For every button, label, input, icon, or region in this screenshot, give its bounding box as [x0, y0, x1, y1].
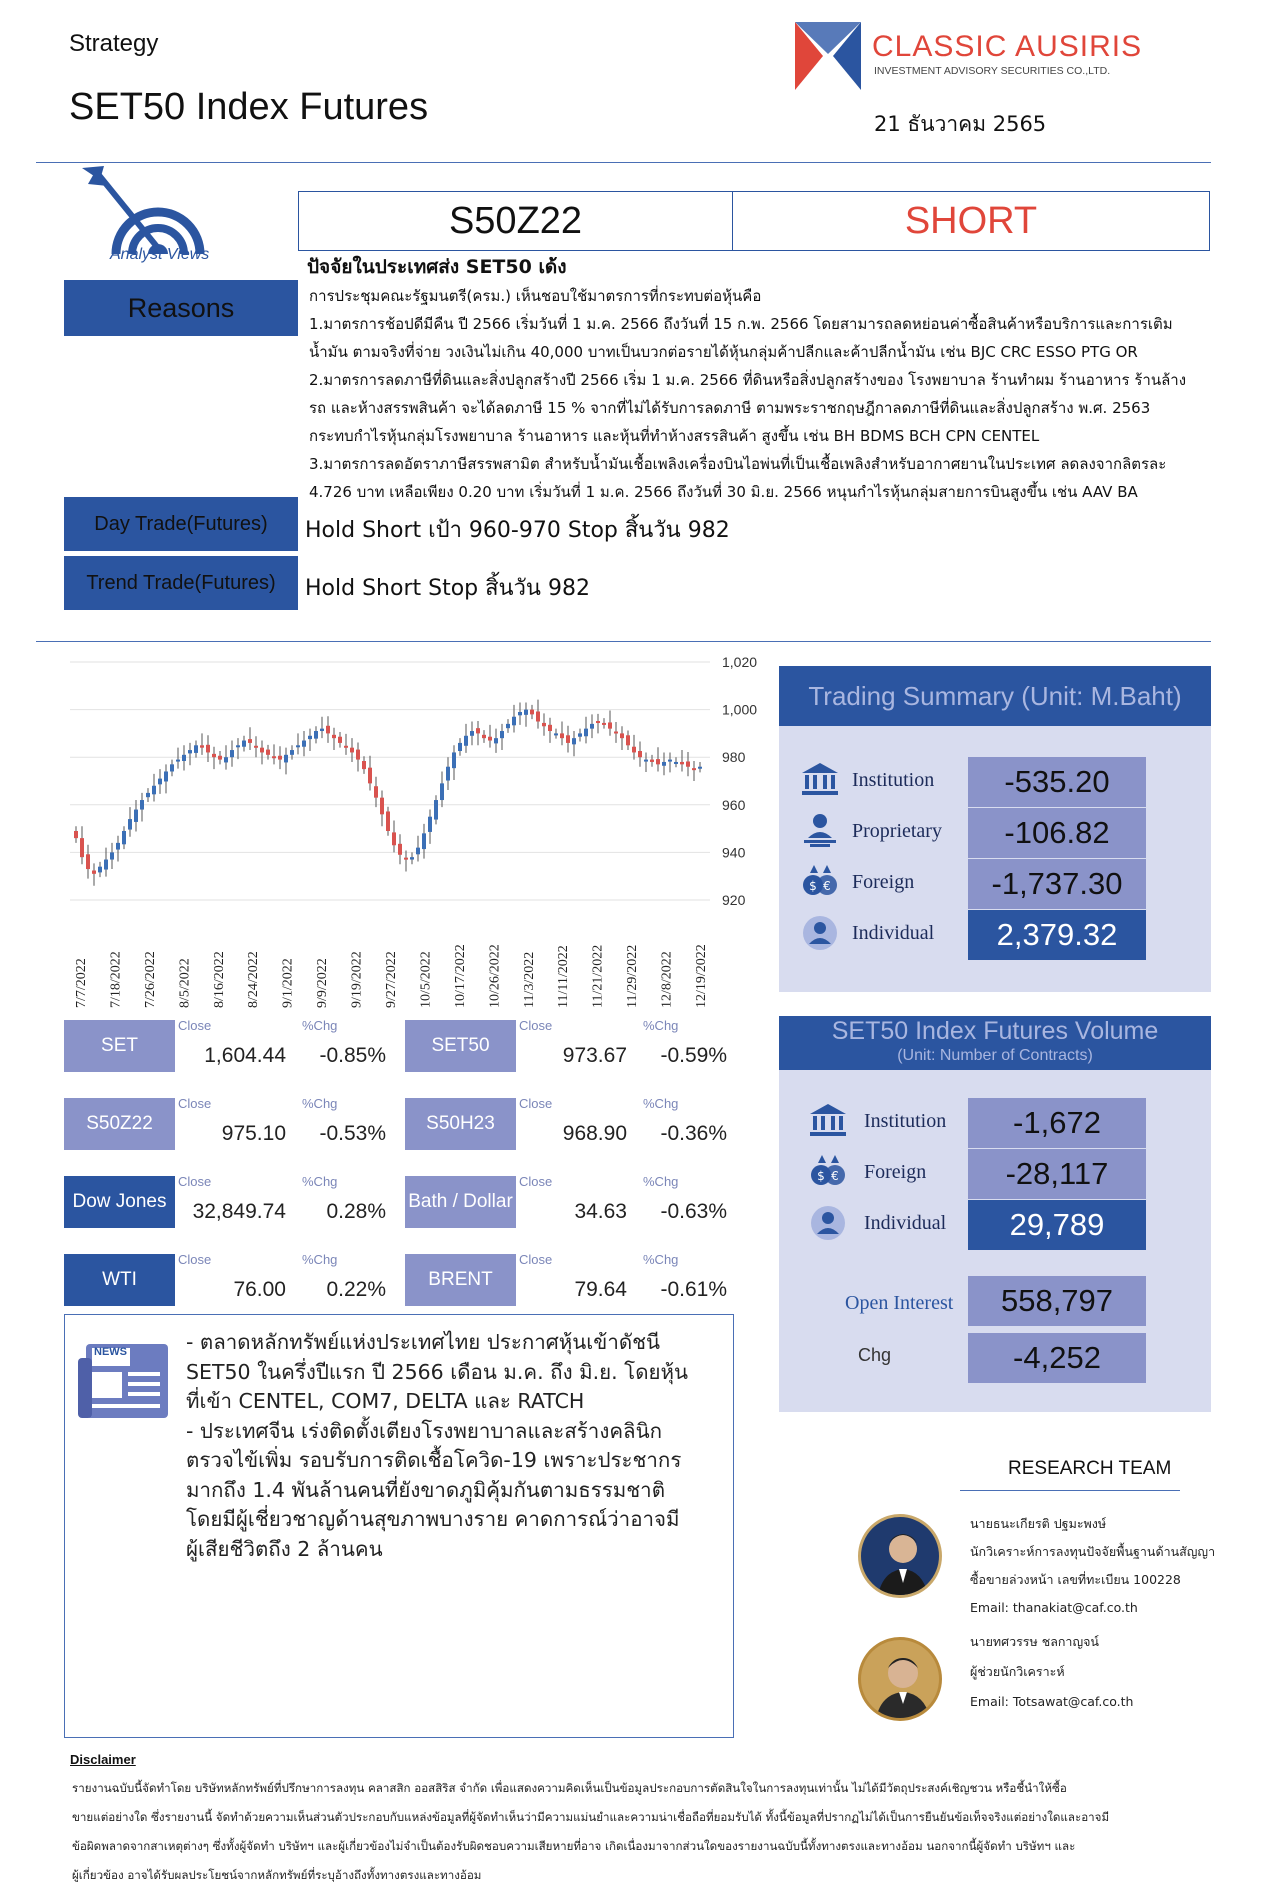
- x-tick-label: 9/19/2022: [349, 951, 365, 1008]
- disclaimer-title: Disclaimer: [70, 1752, 136, 1767]
- candle-body: [338, 737, 342, 743]
- summary-row-value: -535.20: [968, 757, 1146, 807]
- candle-body: [200, 745, 204, 747]
- y-tick-label: 940: [722, 844, 746, 861]
- reason-line: รถ และห้างสรรพสินค้า จะได้ลดภาษี 15 % จากที่ไม่ได้รับการลดภาษี ตามพระราชกฤษฎีกาลดภาษีที่ดินและสิ่งปลูกสร้าง พ.ศ. 2563: [309, 399, 1151, 417]
- candle-body: [446, 767, 450, 781]
- summary-row-label: Foreign: [852, 871, 915, 893]
- y-tick-label: 920: [722, 892, 746, 908]
- page-title: SET50 Index Futures: [69, 86, 429, 128]
- candle-body: [524, 710, 528, 715]
- candle-body: [254, 746, 258, 748]
- news-line: มากถึง 1.4 พันล้านคนที่ยังขาดภูมิคุ้มกันตามธรรมชาติ: [186, 1477, 666, 1502]
- candle-body: [98, 867, 102, 873]
- svg-text:€: €: [823, 879, 831, 893]
- futures-volume-header: [779, 1016, 1211, 1070]
- chg-header: %Chg: [643, 1096, 679, 1111]
- candle-body: [290, 750, 294, 755]
- candle-body: [278, 756, 282, 760]
- disclaimer-body: [72, 1774, 1109, 1890]
- y-tick-label: 980: [722, 749, 746, 766]
- candle-body: [344, 746, 348, 748]
- chg-header: %Chg: [302, 1174, 338, 1189]
- analyst-name: นายธนะเกียรติ ปฐมะพงษ์: [970, 1516, 1107, 1531]
- x-tick-label: 11/11/2022: [556, 945, 572, 1008]
- close-value: 34.63: [574, 1200, 627, 1223]
- oi-chg-value: -4,252: [968, 1333, 1146, 1383]
- candle-body: [500, 731, 504, 738]
- candle-body: [314, 731, 318, 739]
- futures-volume-subtitle: (Unit: Number of Contracts): [897, 1047, 1093, 1064]
- candle-body: [506, 724, 510, 728]
- x-tick-label: 11/3/2022: [521, 951, 537, 1008]
- candle-body: [464, 736, 468, 746]
- candle-body: [320, 729, 324, 731]
- news-line: SET50 ในครึ่งปีแรก ปี 2566 เดือน ม.ค. ถึง มิ.ย. โดยหุ้น: [186, 1359, 689, 1384]
- x-tick-label: 9/27/2022: [384, 951, 399, 1008]
- chg-header: %Chg: [302, 1018, 338, 1033]
- close-header: Close: [178, 1174, 212, 1189]
- reasons-headline: ปัจจัยในประเทศส่ง SET50 เด้ง: [307, 256, 567, 278]
- open-interest-value: 558,797: [968, 1276, 1146, 1326]
- candle-body: [596, 721, 600, 723]
- candle-body: [302, 741, 306, 747]
- candle-body: [584, 729, 588, 737]
- reason-line: 1.มาตรการช้อปดีมีคืน ปี 2566 เริ่มวันที่ 1 ม.ค. 2566 ถึงวันที่ 15 ก.พ. 2566 โดยสามารถลดหย่อนค่าซื้อสินค้าหรือบริการและการเติม: [309, 315, 1173, 333]
- reasons-body: [309, 282, 1186, 506]
- close-header: Close: [178, 1096, 212, 1111]
- reason-line: 4.726 บาท เหลือเพียง 0.20 บาท เริ่มวันที่ 1 ม.ค. 2566 ถึงวันที่ 30 มิ.ย. 2566 หนุนกำไรหุ้นกลุ่มสายการบินสูงขึ้น เช่น AAV BA: [309, 483, 1138, 501]
- candle-body: [440, 783, 444, 800]
- candle-body: [230, 750, 234, 757]
- x-tick-label: 9/9/2022: [315, 958, 331, 1008]
- trend-trade-text: Hold Short Stop สิ้นวัน 982: [305, 576, 590, 601]
- x-tick-label: 11/29/2022: [625, 944, 641, 1008]
- research-team-divider: [960, 1490, 1180, 1491]
- candle-body: [560, 733, 564, 738]
- close-value: 32,849.74: [192, 1200, 286, 1223]
- summary-row-label: Individual: [864, 1212, 947, 1234]
- candle-body: [188, 750, 192, 753]
- assistant-email: Email: Totsawat@caf.co.th: [970, 1694, 1134, 1709]
- candle-body: [554, 733, 558, 735]
- candle-body: [662, 762, 666, 766]
- y-tick-label: 1,020: [722, 654, 758, 670]
- chg-value: -0.53%: [319, 1122, 386, 1145]
- chg-value: -0.61%: [660, 1278, 727, 1301]
- candle-body: [398, 844, 402, 855]
- assistant-name: นายทศวรรษ ชลกาญจน์: [970, 1634, 1099, 1649]
- summary-row-label: Proprietary: [852, 820, 942, 842]
- candle-body: [566, 735, 570, 743]
- summary-row-value: -28,117: [968, 1149, 1146, 1199]
- candle-body: [680, 762, 684, 764]
- summary-row-value: 2,379.32: [968, 910, 1146, 960]
- chg-header: %Chg: [643, 1252, 679, 1267]
- candle-body: [152, 786, 156, 795]
- news-body: [186, 1328, 688, 1564]
- brand-subtitle: INVESTMENT ADVISORY SECURITIES CO.,LTD.: [874, 65, 1111, 77]
- candle-body: [542, 723, 546, 726]
- position-signal: SHORT: [904, 199, 1038, 242]
- analyst-views-text: Analyst Views: [110, 246, 210, 263]
- individual-icon: [808, 1204, 848, 1242]
- close-header: Close: [519, 1174, 553, 1189]
- candle-body: [104, 860, 108, 870]
- chg-value: -0.85%: [319, 1044, 386, 1067]
- news-line: ตรวจไข้เพิ่ม รอบรับการติดเชื้อโควิด-19 เพราะประชากร: [186, 1448, 682, 1472]
- candle-body: [248, 739, 252, 743]
- x-tick-label: 9/1/2022: [280, 958, 296, 1008]
- candle-body: [164, 771, 168, 781]
- news-line: ที่เข้า CENTEL, COM7, DELTA และ RATCH: [186, 1389, 585, 1413]
- candle-body: [116, 843, 120, 850]
- candle-body: [326, 726, 330, 734]
- report-category: Strategy: [69, 30, 159, 57]
- reason-line: 2.มาตรการลดภาษีที่ดินและสิ่งปลูกสร้างปี 2566 เริ่ม 1 ม.ค. 2566 ที่ดินหรือสิ่งปลูกสร้างของ โรงพยาบาล ร้านทำผม ร้านอาหาร ร้านล้าง: [309, 371, 1187, 389]
- section-divider: [36, 641, 1211, 642]
- candle-body: [458, 743, 462, 751]
- institution-icon: [808, 1102, 848, 1140]
- day-trade-label: Day Trade(Futures): [64, 497, 298, 551]
- close-value: 76.00: [233, 1278, 286, 1301]
- news-line: โดยมีผู้เชี่ยวชาญด้านสุขภาพบางราย คาดการณ์ว่าอาจมี: [186, 1507, 680, 1531]
- candle-body: [356, 750, 360, 760]
- candle-body: [332, 735, 336, 738]
- candle-body: [140, 800, 144, 810]
- candle-body: [578, 733, 582, 736]
- x-tick-label: 7/18/2022: [108, 951, 124, 1008]
- disclaimer-line: รายงานฉบับนี้จัดทำโดย บริษัทหลักทรัพย์ที่ปรึกษาการลงทุน คลาสสิก ออสสิริส จำกัด เพื่อแสดงความคิดเห็นเป็นข้อมูลประกอบการตัดสินใจในการลงทุนเท่านั้น ไม่ได้มีวัตถุประสงค์เชิญชวน หรือชี้นำให้ซื้อ: [72, 1781, 1067, 1795]
- candle-body: [74, 831, 78, 838]
- x-tick-label: 8/5/2022: [177, 958, 193, 1008]
- candle-body: [428, 817, 432, 832]
- candle-body: [194, 745, 198, 753]
- x-tick-label: 11/21/2022: [590, 944, 606, 1008]
- summary-row-label: Foreign: [864, 1161, 927, 1183]
- news-line: - ตลาดหลักทรัพย์แห่งประเทศไทย ประกาศหุ้นเข้าดัชนี: [186, 1330, 661, 1354]
- candle-body: [698, 767, 702, 769]
- candle-body: [470, 731, 474, 736]
- candle-body: [110, 852, 114, 859]
- candle-body: [590, 724, 594, 729]
- analyst-role: นักวิเคราะห์การลงทุนปัจจัยพื้นฐานด้านสัญญา: [970, 1544, 1216, 1559]
- summary-row-label: Individual: [852, 922, 935, 944]
- candle-body: [170, 764, 174, 771]
- institution-icon: [800, 761, 840, 799]
- close-header: Close: [519, 1252, 553, 1267]
- oi-chg-label: Chg: [858, 1345, 892, 1365]
- market-name: BRENT: [405, 1254, 516, 1306]
- reason-line: น้ำมัน ตามจริงที่จ่าย วงเงินไม่เกิน 40,000 บาทเป็นบวกต่อรายได้หุ้นกลุ่มค้าปลีกและค้าปลีกน้ำมัน เช่น BJC CRC ESSO PTG OR: [309, 343, 1138, 361]
- brand-name: CLASSIC AUSIRIS: [872, 30, 1143, 63]
- candle-body: [518, 712, 522, 715]
- x-tick-label: 7/7/2022: [74, 958, 89, 1008]
- candle-body: [494, 738, 498, 743]
- brand-logo: [795, 20, 861, 92]
- candle-body: [548, 725, 552, 731]
- candle-body: [224, 757, 228, 762]
- individual-icon: [800, 914, 840, 952]
- reason-line: กระทบกำไรหุ้นกลุ่มโรงพยาบาล ร้านอาหาร และหุ้นที่ทำห้างสรรสินค้า สูงขึ้น เช่น BH BDMS BCH CPN CENTEL: [309, 427, 1040, 445]
- candle-body: [182, 755, 186, 761]
- close-header: Close: [178, 1018, 212, 1033]
- candle-body: [530, 710, 534, 715]
- candle-body: [218, 756, 222, 760]
- candle-body: [416, 848, 420, 855]
- futures-volume-title: SET50 Index Futures Volume: [831, 1017, 1159, 1045]
- close-header: Close: [519, 1096, 553, 1111]
- market-name: WTI: [64, 1254, 175, 1306]
- close-header: Close: [178, 1252, 212, 1267]
- market-name: Dow Jones: [64, 1176, 175, 1228]
- candle-body: [80, 838, 84, 857]
- market-name: S50H23: [405, 1098, 516, 1150]
- candle-body: [92, 870, 96, 873]
- analyst-avatar: [858, 1514, 942, 1598]
- summary-row-label: Institution: [864, 1110, 947, 1132]
- chg-value: 0.28%: [326, 1200, 386, 1223]
- candle-body: [422, 833, 426, 849]
- x-tick-label: 12/19/2022: [694, 944, 709, 1008]
- assistant-role: ผู้ช่วยนักวิเคราะห์: [970, 1664, 1065, 1679]
- disclaimer-line: ผู้เกี่ยวข้อง อาจได้รับผลประโยชน์จากหลักทรัพย์ที่ระบุอ้างถึงทั้งทางตรงและทางอ้อม: [72, 1868, 482, 1882]
- summary-row-value: -106.82: [968, 808, 1146, 858]
- candle-body: [488, 737, 492, 741]
- chg-value: -0.36%: [660, 1122, 727, 1145]
- candle-body: [626, 735, 630, 745]
- candle-body: [368, 768, 372, 784]
- x-tick-label: 7/26/2022: [142, 951, 158, 1008]
- summary-row-value: -1,672: [968, 1098, 1146, 1148]
- close-value: 79.64: [574, 1278, 627, 1301]
- candle-body: [602, 723, 606, 725]
- news-line: ผู้เสียชีวิตถึง 2 ล้านคน: [186, 1536, 383, 1561]
- close-header: Close: [519, 1018, 553, 1033]
- news-line: - ประเทศจีน เร่งติดตั้งเตียงโรงพยาบาลและสร้างคลินิก: [186, 1418, 663, 1443]
- open-interest-label: Open Interest: [845, 1292, 954, 1314]
- x-tick-label: 8/24/2022: [246, 951, 262, 1008]
- candle-body: [512, 717, 516, 726]
- chg-value: 0.22%: [326, 1278, 386, 1301]
- research-team-title: RESEARCH TEAM: [1008, 1458, 1172, 1479]
- summary-row-value: -1,737.30: [968, 859, 1146, 909]
- candle-body: [668, 760, 672, 762]
- candle-body: [380, 798, 384, 815]
- candle-body: [86, 854, 90, 869]
- candle-body: [128, 819, 132, 829]
- analyst-email: Email: thanakiat@caf.co.th: [970, 1600, 1138, 1615]
- market-name: S50Z22: [64, 1098, 175, 1150]
- close-value: 968.90: [562, 1122, 627, 1145]
- chg-header: %Chg: [643, 1018, 679, 1033]
- reason-line: การประชุมคณะรัฐมนตรี(ครม.) เห็นชอบใช้มาตรการที่กระทบต่อหุ้นคือ: [309, 287, 762, 305]
- analyst-license: ซื้อขายล่วงหน้า เลขที่ทะเบียน 100228: [970, 1572, 1181, 1587]
- set50-futures-chart: [40, 650, 780, 1020]
- candle-body: [308, 736, 312, 739]
- trading-summary-title: Trading Summary (Unit: M.Baht): [779, 666, 1211, 726]
- candle-body: [656, 759, 660, 764]
- assistant-info: [970, 1627, 1133, 1717]
- market-name: SET: [64, 1020, 175, 1072]
- candle-body: [410, 857, 414, 859]
- candle-body: [674, 762, 678, 764]
- candle-body: [686, 761, 690, 766]
- summary-row-value: 29,789: [968, 1200, 1146, 1250]
- candle-body: [572, 738, 576, 744]
- candle-body: [638, 751, 642, 757]
- candle-body: [452, 752, 456, 768]
- chg-value: -0.59%: [660, 1044, 727, 1067]
- candle-body: [350, 748, 354, 753]
- candle-body: [236, 745, 240, 747]
- y-tick-label: 1,000: [722, 701, 758, 718]
- market-name: SET50: [405, 1020, 516, 1072]
- foreign-icon: [808, 1153, 848, 1191]
- candle-body: [404, 858, 408, 860]
- candle-body: [206, 745, 210, 753]
- candle-body: [608, 722, 612, 728]
- analyst-info: [970, 1510, 1215, 1622]
- candle-body: [122, 831, 126, 844]
- assistant-avatar: [858, 1637, 942, 1721]
- candle-body: [614, 731, 618, 733]
- candle-body: [284, 755, 288, 763]
- x-tick-label: 12/8/2022: [659, 951, 675, 1008]
- foreign-icon: [800, 863, 840, 901]
- candle-body: [134, 810, 138, 822]
- svg-text:€: €: [831, 1169, 839, 1183]
- reasons-label: Reasons: [64, 280, 298, 336]
- svg-text:$: $: [817, 1169, 825, 1183]
- close-value: 1,604.44: [204, 1044, 286, 1067]
- x-tick-label: 10/5/2022: [418, 951, 434, 1008]
- svg-text:$: $: [809, 879, 817, 893]
- reason-line: 3.มาตรการลดอัตราภาษีสรรพสามิต สำหรับน้ำมันเชื้อเพลิงเครื่องบินไอพ่นที่เป็นเชื้อเพลิงสำหรับอากาศยานในประเทศ ลดลงจากลิตรละ: [309, 455, 1167, 473]
- close-value: 975.10: [221, 1122, 286, 1145]
- candle-body: [536, 712, 540, 722]
- x-tick-label: 10/17/2022: [452, 944, 468, 1008]
- candle-body: [296, 745, 300, 747]
- candle-body: [242, 741, 246, 747]
- candle-body: [362, 761, 366, 769]
- market-name: Bath / Dollar: [405, 1176, 516, 1228]
- candle-body: [272, 756, 276, 758]
- summary-row-label: Institution: [852, 769, 935, 791]
- candle-body: [266, 750, 270, 755]
- candle-body: [386, 811, 390, 831]
- chg-header: %Chg: [302, 1252, 338, 1267]
- chg-value: -0.63%: [660, 1200, 727, 1223]
- candle-body: [620, 733, 624, 738]
- candle-body: [482, 735, 486, 738]
- candle-body: [476, 728, 480, 733]
- contract-code: S50Z22: [299, 192, 733, 250]
- candle-body: [374, 786, 378, 797]
- candle-body: [158, 779, 162, 785]
- signal-box: [298, 191, 1210, 251]
- candle-body: [146, 793, 150, 797]
- chg-header: %Chg: [302, 1096, 338, 1111]
- candle-body: [212, 754, 216, 757]
- day-trade-text: Hold Short เป้า 960-970 Stop สิ้นวัน 982: [305, 518, 730, 543]
- proprietary-icon: [800, 812, 840, 850]
- candle-body: [260, 748, 264, 753]
- disclaimer-line: ขายแต่อย่างใด ซึ่งรายงานนี้ จัดทำด้วยความเห็นส่วนตัวประกอบกับแหล่งข้อมูลที่ผู้จัดทำเห็นว่ามีความแม่นยำและความน่าเชื่อถือที่ยอมรับได้ ทั้งนี้ข้อมูลที่ปรากฏไม่ได้เป็นการยืนยันข้อเท็จจริงแต่อย่างใดและอาจมี: [72, 1810, 1110, 1824]
- chg-header: %Chg: [643, 1174, 679, 1189]
- x-tick-label: 8/16/2022: [211, 951, 227, 1008]
- trend-trade-label: Trend Trade(Futures): [64, 556, 298, 610]
- report-date: 21 ธันวาคม 2565: [874, 112, 1047, 136]
- x-tick-label: 10/26/2022: [487, 944, 503, 1008]
- candle-body: [644, 760, 648, 762]
- news-icon-text: NEWS: [94, 1346, 127, 1358]
- close-value: 973.67: [562, 1044, 627, 1067]
- candle-body: [434, 800, 438, 820]
- candle-body: [650, 760, 654, 762]
- candle-body: [692, 768, 696, 770]
- y-tick-label: 960: [722, 796, 746, 813]
- candle-body: [392, 832, 396, 845]
- candle-body: [176, 760, 180, 762]
- candle-body: [632, 747, 636, 753]
- disclaimer-line: ข้อผิดพลาดจากสาเหตุต่างๆ ซึ่งทั้งผู้จัดทำ บริษัทฯ และผู้เกี่ยวข้องไม่จำเป็นต้องรับผิดชอบความเสียหายที่อาจ เกิดเนื่องมาจากส่วนใดของรายงานฉบับนี้ทั้งทางตรงและทางอ้อม นอกจากนี้ผู้จัดทำ บริษัทฯ และ: [72, 1839, 1076, 1853]
